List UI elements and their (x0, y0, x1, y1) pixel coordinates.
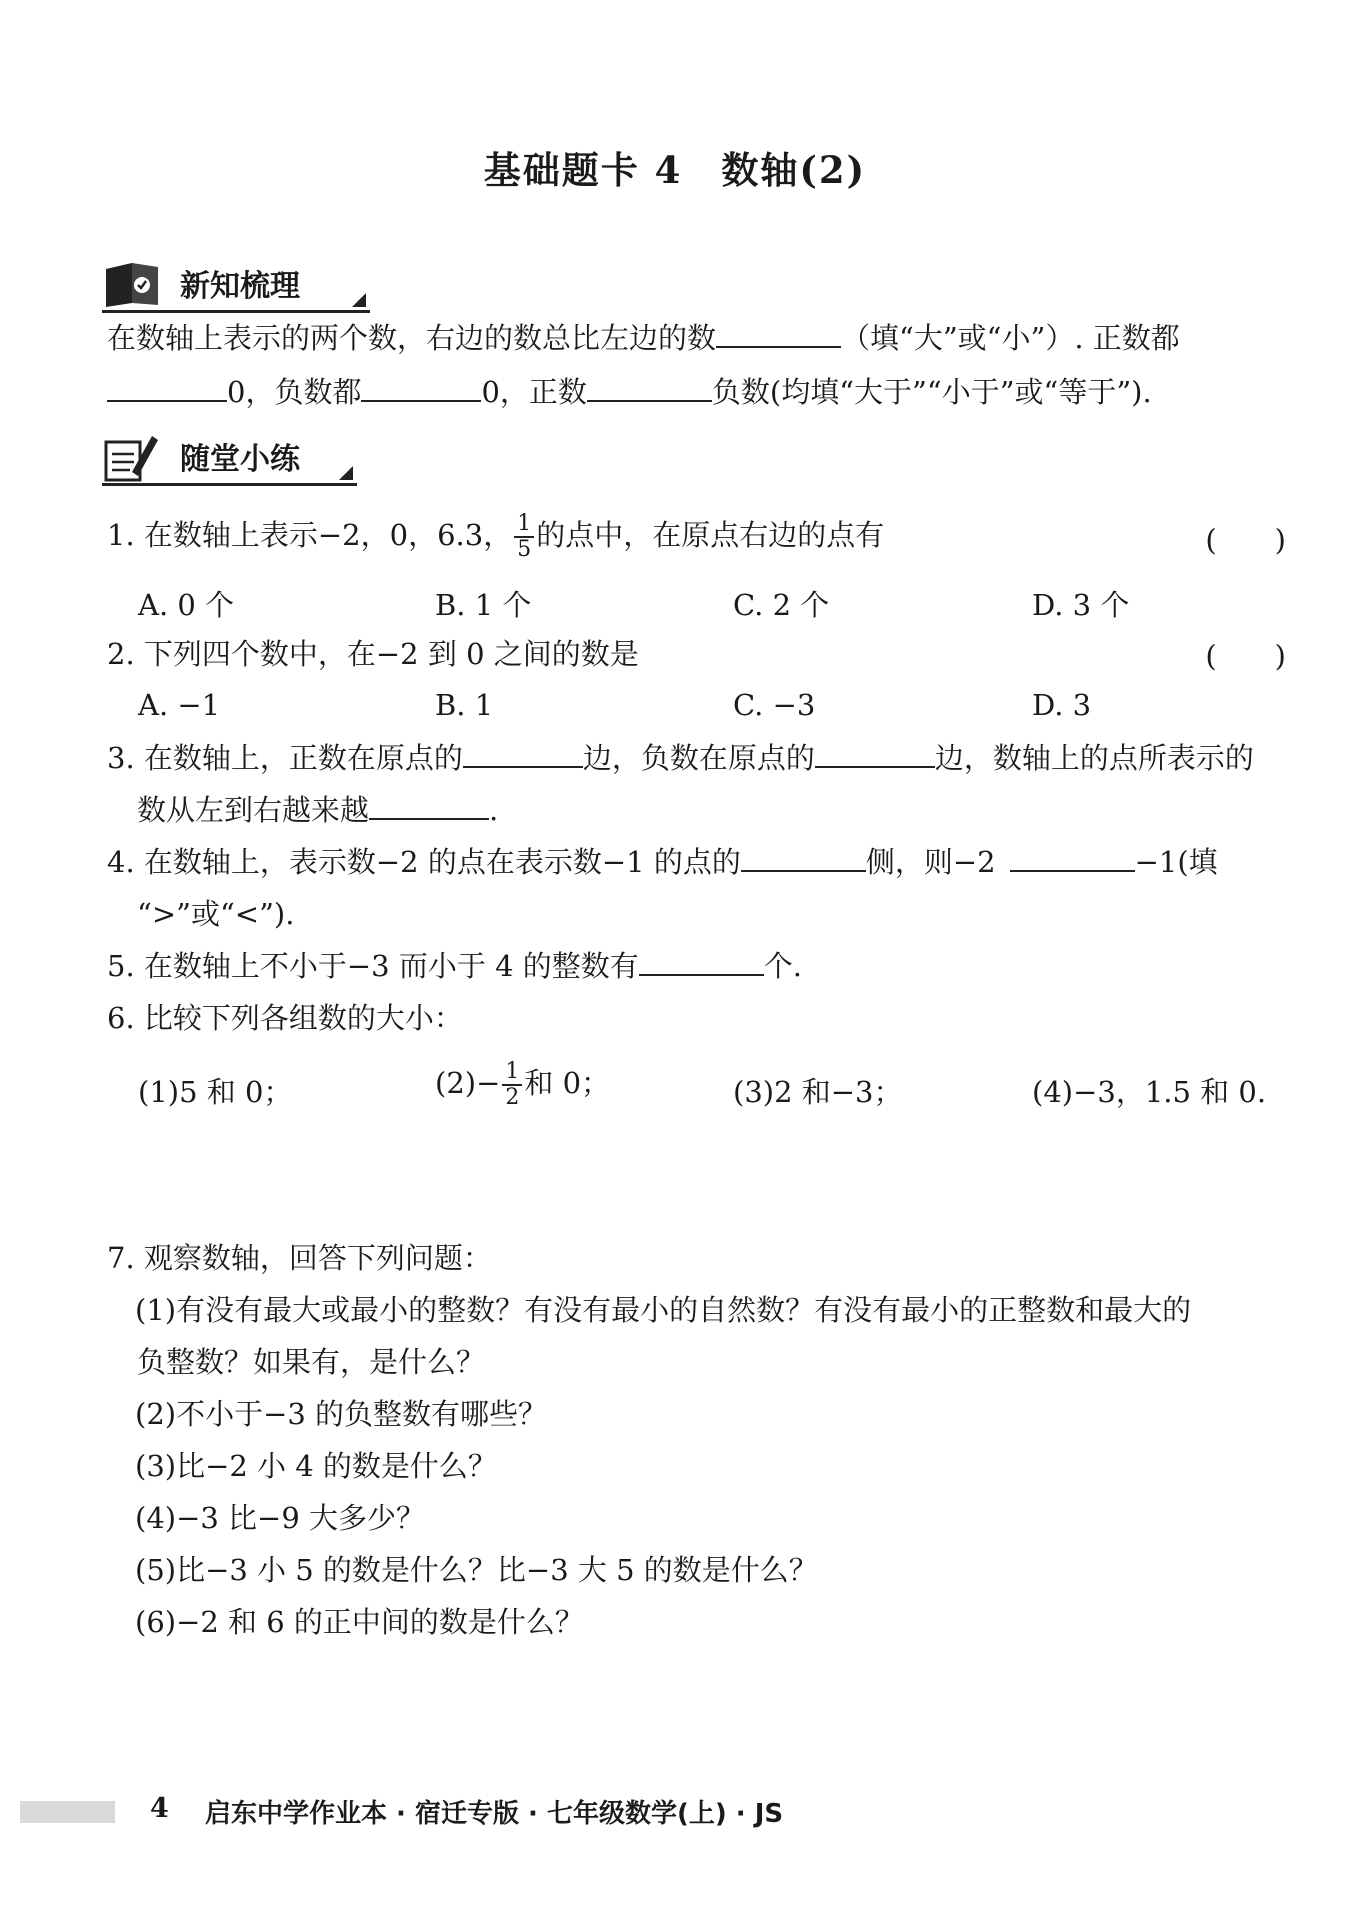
fraction (514, 512, 534, 562)
section-underline (102, 310, 370, 313)
fraction-denominator: 2 (505, 1085, 520, 1110)
intro-text: 负数(均填“大于”“小于”或“等于”). (711, 375, 1152, 409)
question-7-part-1a: (1)有没有最大或最小的整数？有没有最小的自然数？有没有最小的正整数和最大的 (135, 1293, 1192, 1327)
book-title: 启东中学作业本 · 宿迁专版 · 七年级数学(上) · JS (205, 1799, 784, 1829)
answer-blank[interactable] (741, 842, 866, 872)
answer-blank[interactable] (587, 372, 712, 402)
question-text: 个. (763, 949, 802, 983)
question-7-part-6: (6)−2 和 6 的正中间的数是什么？ (135, 1605, 584, 1639)
intro-text: 在数轴上表示的两个数，右边的数总比左边的数 (107, 321, 717, 355)
question-2-stem: 2. 下列四个数中，在−2 到 0 之间的数是 (107, 637, 639, 671)
question-text: 边，数轴上的点所表示的 (934, 741, 1254, 775)
question-7-part-1b: 负整数？如果有，是什么？ (137, 1345, 486, 1379)
page-title: 基础题卡 4 数轴(2) (483, 148, 867, 192)
footer-bar (20, 1801, 115, 1823)
fraction (502, 1060, 522, 1110)
answer-parentheses[interactable]: ( ) (1205, 523, 1286, 557)
section-label: 随堂小练 (180, 442, 300, 477)
sub-question-3: (3)2 和−3； (733, 1075, 903, 1109)
answer-blank[interactable] (716, 318, 841, 348)
question-text: (2)− (435, 1066, 501, 1100)
question-7-part-2: (2)不小于−3 的负整数有哪些？ (135, 1397, 548, 1431)
intro-line-2 (107, 372, 1152, 412)
question-text: 4. 在数轴上，表示数−2 的点在表示数−1 的点的 (107, 845, 741, 879)
option-b[interactable]: B. 1 个 (435, 588, 532, 622)
answer-blank[interactable] (361, 372, 481, 402)
question-text: 和 0； (524, 1066, 611, 1100)
intro-text: 0，正数 (481, 375, 587, 409)
answer-blank[interactable] (463, 738, 583, 768)
option-c[interactable]: C. 2 个 (733, 588, 830, 622)
answer-blank[interactable] (369, 790, 489, 820)
fraction-denominator: 5 (517, 537, 532, 562)
question-text: . (489, 793, 499, 827)
answer-blank[interactable] (639, 946, 764, 976)
option-b[interactable]: B. 1 (435, 688, 494, 722)
page-footer (20, 1793, 1340, 1829)
intro-text: （填“大”或“小”）. 正数都 (841, 321, 1180, 355)
question-text: 1. 在数轴上表示−2，0，6.3， (107, 518, 513, 552)
book-icon (102, 259, 162, 309)
answer-blank[interactable] (107, 372, 227, 402)
question-5 (107, 946, 802, 986)
section-underline (102, 483, 357, 486)
sub-question-2 (435, 1060, 610, 1110)
question-text: 3. 在数轴上，正数在原点的 (107, 741, 463, 775)
question-7-part-3: (3)比−2 小 4 的数是什么？ (135, 1449, 497, 1483)
question-text: −1(填 (1134, 845, 1218, 879)
answer-parentheses[interactable]: ( ) (1205, 639, 1286, 673)
question-text: 边，负数在原点的 (582, 741, 815, 775)
option-a[interactable]: A. −1 (138, 688, 221, 722)
question-7-stem: 7. 观察数轴，回答下列问题： (107, 1241, 492, 1275)
answer-blank[interactable] (815, 738, 935, 768)
intro-line-1 (107, 318, 1180, 358)
triangle-marker-icon (352, 293, 366, 307)
question-1-stem (107, 512, 884, 562)
question-text: 的点中，在原点右边的点有 (536, 518, 885, 552)
question-text: 侧，则−2 (865, 845, 996, 879)
question-4-line-2: “>”或“<”). (137, 897, 295, 931)
sub-question-4: (4)−3，1.5 和 0. (1032, 1075, 1267, 1109)
question-7-part-5: (5)比−3 小 5 的数是什么？比−3 大 5 的数是什么？ (135, 1553, 818, 1587)
question-text: 数从左到右越来越 (137, 793, 370, 827)
option-c[interactable]: C. −3 (733, 688, 816, 722)
question-7-part-4: (4)−3 比−9 大多少？ (135, 1501, 426, 1535)
section-header-new-knowledge (102, 255, 370, 313)
intro-text: 0，负数都 (227, 375, 362, 409)
option-d[interactable]: D. 3 (1032, 688, 1092, 722)
notebook-pencil-icon (102, 432, 162, 482)
sub-question-1: (1)5 和 0； (138, 1075, 293, 1109)
fraction-numerator: 1 (502, 1060, 522, 1086)
question-6-stem: 6. 比较下列各组数的大小： (107, 1001, 463, 1035)
answer-blank[interactable] (1010, 842, 1135, 872)
section-header-practice (102, 428, 357, 486)
question-4-line-1 (107, 842, 1218, 882)
page-number: 4 (150, 1793, 169, 1824)
section-label: 新知梳理 (180, 269, 300, 304)
option-d[interactable]: D. 3 个 (1032, 588, 1130, 622)
triangle-marker-icon (339, 466, 353, 480)
fraction-numerator: 1 (514, 512, 534, 538)
question-3-line-2 (137, 790, 498, 830)
question-3-line-1 (107, 738, 1254, 778)
option-a[interactable]: A. 0 个 (138, 588, 235, 622)
question-text: 5. 在数轴上不小于−3 而小于 4 的整数有 (107, 949, 639, 983)
